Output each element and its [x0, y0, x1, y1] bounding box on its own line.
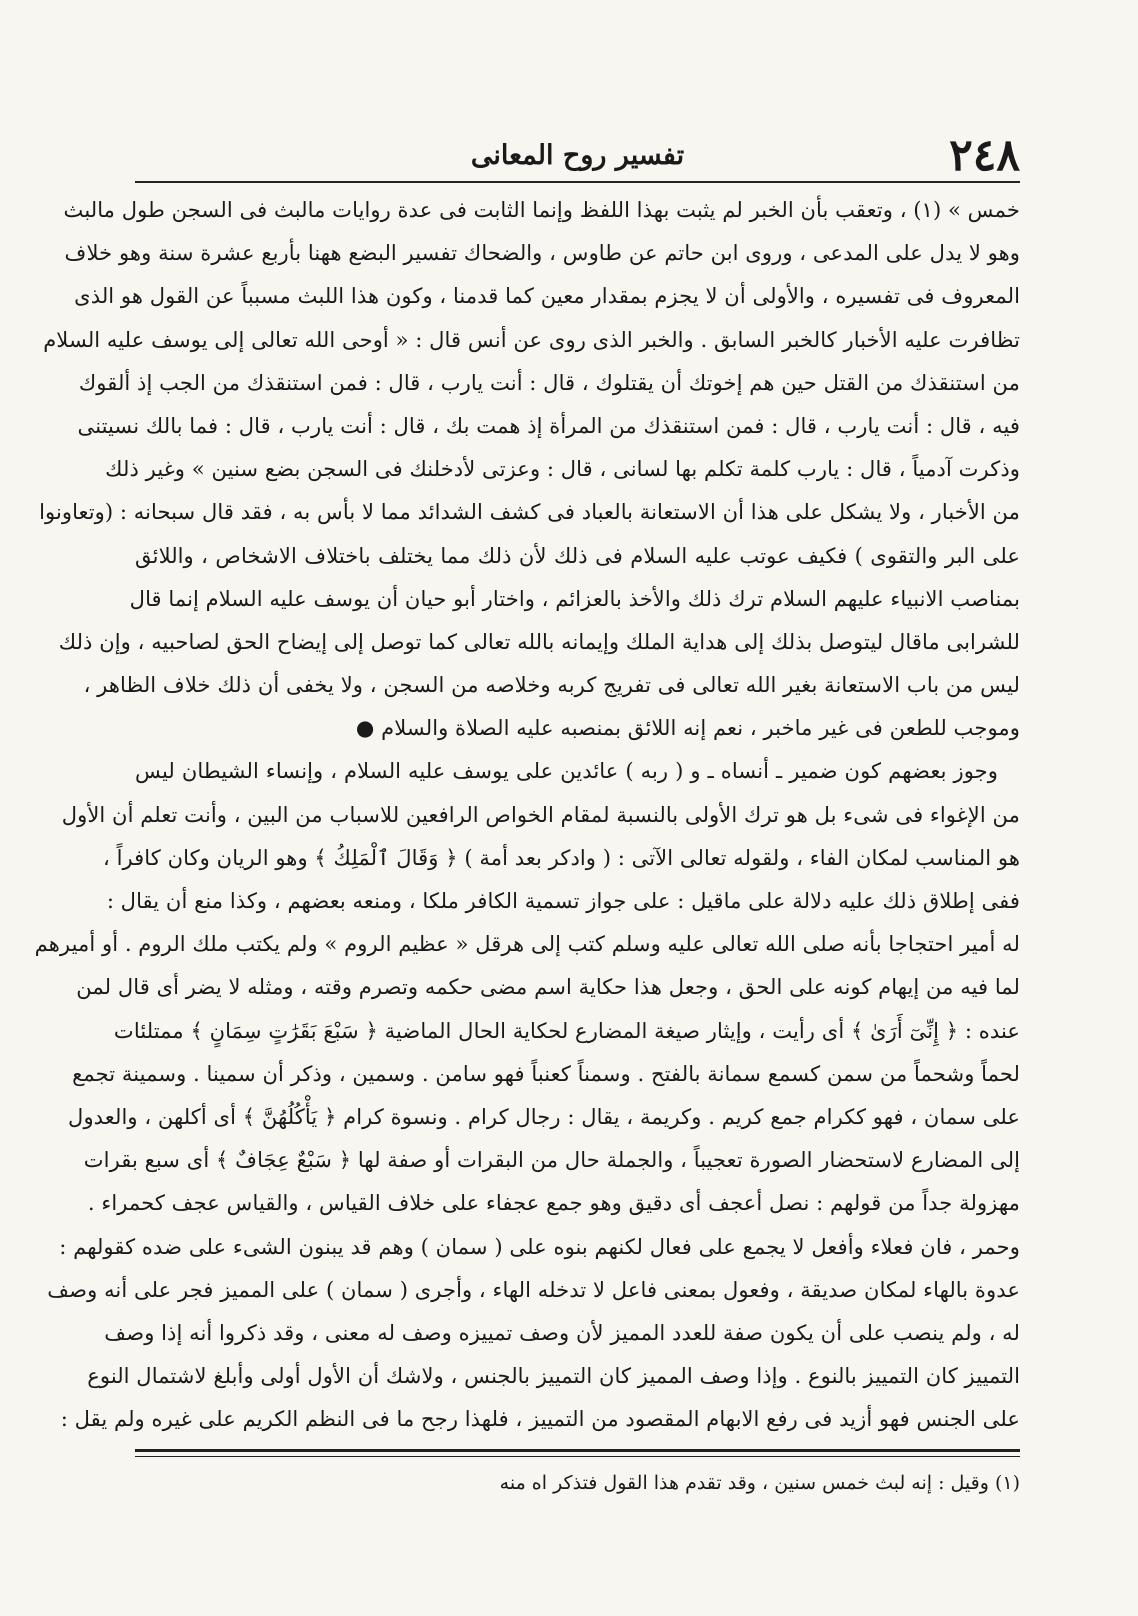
- text-line: عنده : ﴿ إِنِّىٓ أَرَىٰ ﴾ أى رأيت ، وإيثار صيغة المضارع لحكاية الحال الماضية ﴿ سَبْعَ بَقَرَٰتٍ سِمَانٍ ﴾ ممتلئات: [113, 1017, 1020, 1043]
- text-line: إلى المضارع لاستحضار الصورة تعجيباً ، والجملة حال من البقرات أو صفة لها ﴿ سَبْعٌ عِجَافٌ ﴾ أى سبع بقرات: [83, 1147, 1020, 1173]
- text-line: فيه ، قال : أنت يارب ، قال : فمن استنقذك من المرأة إذ همت بك ، قال : أنت يارب ، قال : فما بالك نسيتنى: [77, 412, 1020, 438]
- text-line: وهو لا يدل على المدعى ، وروى ابن حاتم عن طاوس ، والضحاك تفسير البضع ههنا بأربع عشرة سنة وهو خلاف: [64, 240, 1020, 266]
- text-line: لما فيه من إيهام كونه على الحق ، وجعل هذا حكاية اسم مضى حكمه وتصرم وقته ، ومثله لا يضر أى قال لمن: [76, 974, 1020, 1000]
- text-line: التمييز كان التمييز بالنوع . وإذا وصف المميز كان التمييز بالجنس ، ولاشك أن الأول أولى وأبلغ لاشتمال النوع: [87, 1363, 1020, 1389]
- text-line: من استنقذك من القتل حين هم إخوتك أن يقتلوك ، قال : أنت يارب ، قال : فمن استنقذك من الجب إذ ألقوك: [78, 369, 1020, 395]
- text-line: لحماً وشحماً من سمن كسمع سمانة بالفتح . وسمناً كعنباً فهو سامن . وسمين ، وذكر أن سمينا . وسمينة تجمع: [72, 1060, 1020, 1086]
- text-line: خمس » (١) ، وتعقب بأن الخبر لم يثبت بهذا اللفظ وإنما الثابت فى عدة روايات مالبث فى السجن طول مالبث: [63, 197, 1020, 222]
- page-header: [135, 130, 1020, 182]
- text-line: ليس من باب الاستعانة بغير الله تعالى فى تفريج كربه وخلاصه من السجن ، ولا يخفى أن ذلك خلاف الظاهر ،: [83, 672, 1020, 698]
- text-line: وحمر ، فان فعلاء وأفعل لا يجمع على فعال لكنهم بنوه على ( سمان ) وهم قد يبنون الشىء على ضده كقولهم :: [59, 1233, 1020, 1259]
- text-line: على الجنس فهو أزيد فى رفع الابهام المقصود من التمييز ، فلهذا رجح ما فى النظم الكريم على غيره ولم يقل :: [60, 1406, 1020, 1432]
- text-line: للشرابى ماقال ليتوصل بذلك إلى هداية الملك وإيمانه بالله تعالى كما توصل إلى إيضاح الحق لصاحبيه ، وإن ذلك: [58, 628, 1020, 654]
- text-line: ففى إطلاق ذلك عليه دلالة على ماقيل : على جواز تسمية الكافر ملكا ، ومنعه بعضهم ، وكذا منع أن يقال :: [106, 888, 1020, 913]
- text-line: هو المناسب لمكان الفاء ، ولقوله تعالى الآتى : ( وادكر بعد أمة ) ﴿ وَقَالَ ٱلْمَلِكُ ﴾ وهو الريان وكان كافراً ،: [103, 844, 1020, 870]
- body-text: [34, 188, 1020, 1440]
- text-line: وذكرت آدمياً ، قال : يارب كلمة تكلم بها لسانى ، قال : وعزتى لأدخلنك فى السجن بضع سنين » وغير ذلك: [105, 456, 1020, 482]
- text-line: له أمير احتجاجا بأنه صلى الله تعالى عليه وسلم كتب إلى هرقل « عظيم الروم » ولم يكتب ملك الروم . أو أميرهم: [34, 931, 1020, 957]
- footnote-divider: [135, 1449, 1020, 1452]
- text-line: من الأخبار ، ولا يشكل على هذا أن الاستعانة بالعباد فى كشف الشدائد مما لا بأس به ، فقد قال سبحانه : (وتعاونوا: [39, 499, 1020, 525]
- running-title: تفسير روح المعانى: [470, 140, 685, 171]
- text-line: مهزولة جداً من قولهم : نصل أعجف أى دقيق وهو جمع عجفاء على خلاف القياس ، والقياس عجف كحمراء .: [87, 1190, 1020, 1216]
- page-number: ٢٤٨: [949, 130, 1020, 181]
- footnote-divider-thin: [135, 1456, 1020, 1457]
- header-divider: [135, 181, 1020, 183]
- text-line: بمناصب الانبياء عليهم السلام ترك ذلك والأخذ بالعزائم ، واختار أبو حيان أن يوسف عليه السلام إنما قال: [129, 585, 1020, 611]
- text-line: على سمان ، فهو ككرام جمع كريم . وكريمة ، يقال : رجال كرام . ونسوة كرام ﴿ يَأْكُلُهُنَّ ﴾ أى أكلهن ، والعدول: [68, 1103, 1020, 1129]
- paragraph-start-line: وجوز بعضهم كون ضمير ـ أنساه ـ و ( ربه ) عائدين على يوسف عليه السلام ، وإنساء الشيطان ليس: [135, 758, 998, 784]
- text-line: على البر والتقوى ) فكيف عوتب عليه السلام فى ذلك لأن ذلك مما يختلف باختلاف الاشخاص ، واللائق: [135, 542, 1020, 568]
- footnote: (١) وقيل : إنه لبث خمس سنين ، وقد تقدم هذا القول فتذكر اه منه: [499, 1472, 1020, 1494]
- text-line: من الإغواء فى شىء بل هو ترك الأولى بالنسبة لمقام الخواص الرافعين للاسباب من البين ، وأنت تعلم أن الأول: [61, 801, 1020, 827]
- paragraph-end-line: وموجب للطعن فى غير ماخبر ، نعم إنه اللائق بمنصبه عليه الصلاة والسلام ●: [355, 715, 1020, 741]
- text-line: المعروف فى تفسيره ، والأولى أن لا يجزم بمقدار معين كما قدمنا ، وكون هذا اللبث مسبباً عن القول هو الذى: [74, 283, 1020, 309]
- text-line: تظافرت عليه الأخبار كالخبر السابق . والخبر الذى روى عن أنس قال : « أوحى الله تعالى إلى يوسف عليه السلام: [43, 326, 1020, 352]
- text-line: له ، ولم ينصب على أن يكون صفة للعدد المميز لأن وصف تمييزه وصف له معنى ، وقد ذكروا أنه إذا وصف: [104, 1319, 1020, 1345]
- text-line: عدوة بالهاء لمكان صديقة ، وفعول بمعنى فاعل لا تدخله الهاء ، وأجرى ( سمان ) على المميز فجر على أنه وصف: [47, 1276, 1020, 1302]
